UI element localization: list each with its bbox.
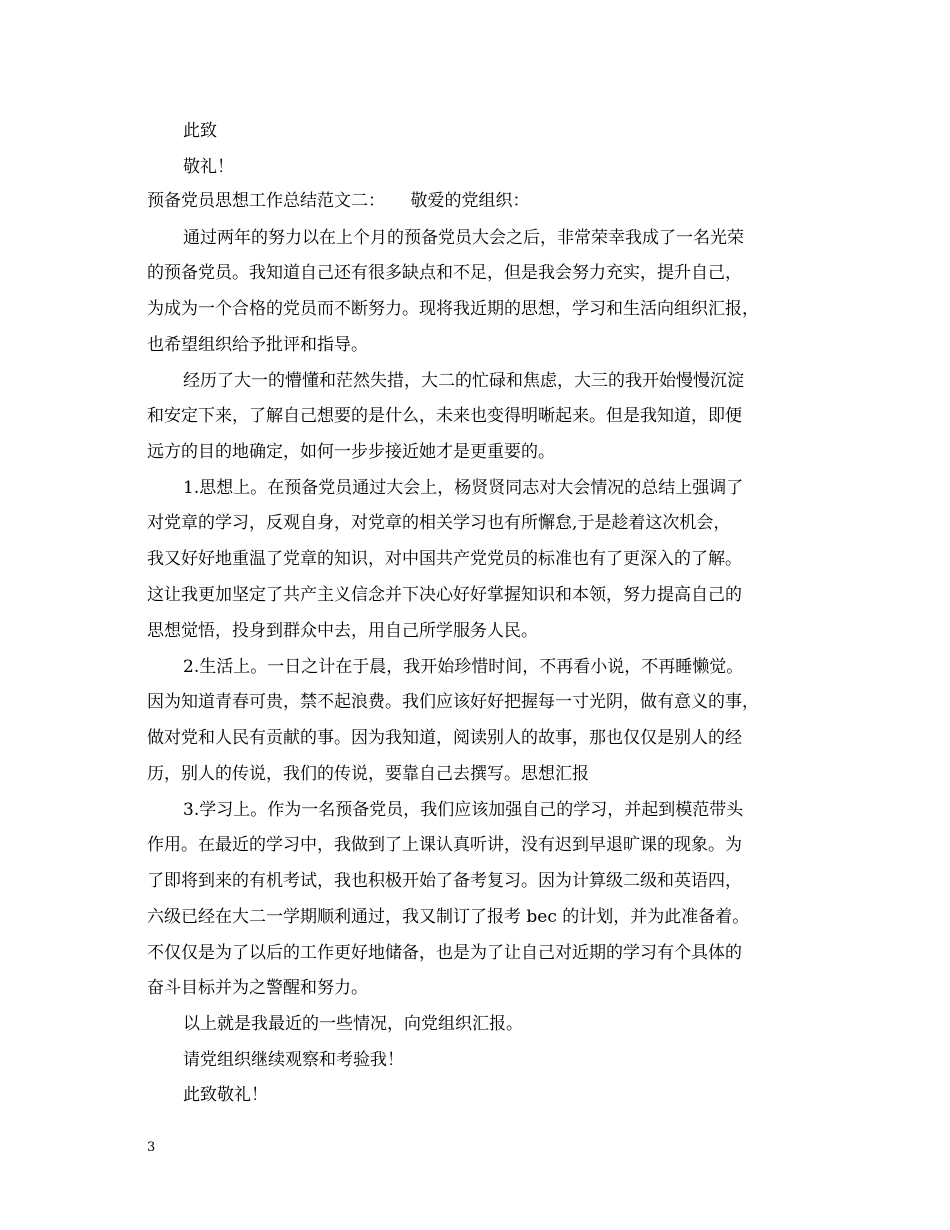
text-line: 也希望组织给予批评和指导。 [147,335,368,355]
text-line: 请党组织继续观察和考验我！ [183,1050,404,1070]
text-line: 经历了大一的懵懂和茫然失措，大二的忙碌和焦虑，大三的我开始慢慢沉淀 [183,371,744,391]
text-line: 此致敬礼！ [183,1085,268,1105]
text-line: 我又好好地重温了党章的知识，对中国共产党党员的标准也有了更深入的了解。 [147,549,742,569]
text-line: 奋斗目标并为之警醒和努力。 [147,978,368,998]
text-line: 历，别人的传说，我们的传说，要靠自己去撰写。思想汇报 [147,764,589,784]
text-line: 了即将到来的有机考试，我也积极开始了备考复习。因为计算级二级和英语四， [147,871,742,891]
text-line: 对党章的学习，反观自身，对党章的相关学习也有所懈怠,于是趁着这次机会， [147,513,731,533]
text-line: 为成为一个合格的党员而不断努力。现将我近期的思想，学习和生活向组织汇报， [147,299,759,319]
text-line: 因为知道青春可贵，禁不起浪费。我们应该好好把握每一寸光阴，做有意义的事， [147,692,759,712]
text-line: 预备党员思想工作总结范文二： 敬爱的党组织： [147,191,530,211]
page-number: 3 [147,1140,156,1155]
text-line: 的预备党员。我知道自己还有很多缺点和不足，但是我会努力充实，提升自己， [147,263,742,283]
text-line: 2.生活上。一日之计在于晨，我开始珍惜时间，不再看小说，不再睡懒觉。 [183,657,744,677]
text-line: 通过两年的努力以在上个月的预备党员大会之后，非常荣幸我成了一名光荣 [183,228,744,248]
text-line: 作用。在最近的学习中，我做到了上课认真听讲，没有迟到早退旷课的现象。为 [147,835,742,855]
text-line: 以上就是我最近的一些情况，向党组织汇报。 [183,1014,523,1034]
text-line: 这让我更加坚定了共产主义信念并下决心好好掌握知识和本领，努力提高自己的 [147,585,742,605]
text-line: 不仅仅是为了以后的工作更好地储备，也是为了让自己对近期的学习有个具体的 [147,943,742,963]
text-line: 1.思想上。在预备党员通过大会上，杨贤贤同志对大会情况的总结上强调了 [183,478,744,498]
text-line: 3.学习上。作为一名预备党员，我们应该加强自己的学习，并起到模范带头 [183,800,744,820]
text-line: 和安定下来，了解自己想要的是什么，未来也变得明晰起来。但是我知道，即便 [147,406,742,426]
text-line: 敬礼！ [183,157,234,177]
text-line: 做对党和人民有贡献的事。因为我知道，阅读别人的故事，那也仅仅是别人的经 [147,728,742,748]
text-line: 远方的目的地确定，如何一步步接近她才是更重要的。 [147,442,555,462]
text-line: 此致 [183,121,217,141]
text-line: 六级已经在大二一学期顺利通过，我又制订了报考 bec 的计划，并为此准备着。 [147,907,750,927]
text-line: 思想觉悟，投身到群众中去，用自己所学服务人民。 [147,621,538,641]
